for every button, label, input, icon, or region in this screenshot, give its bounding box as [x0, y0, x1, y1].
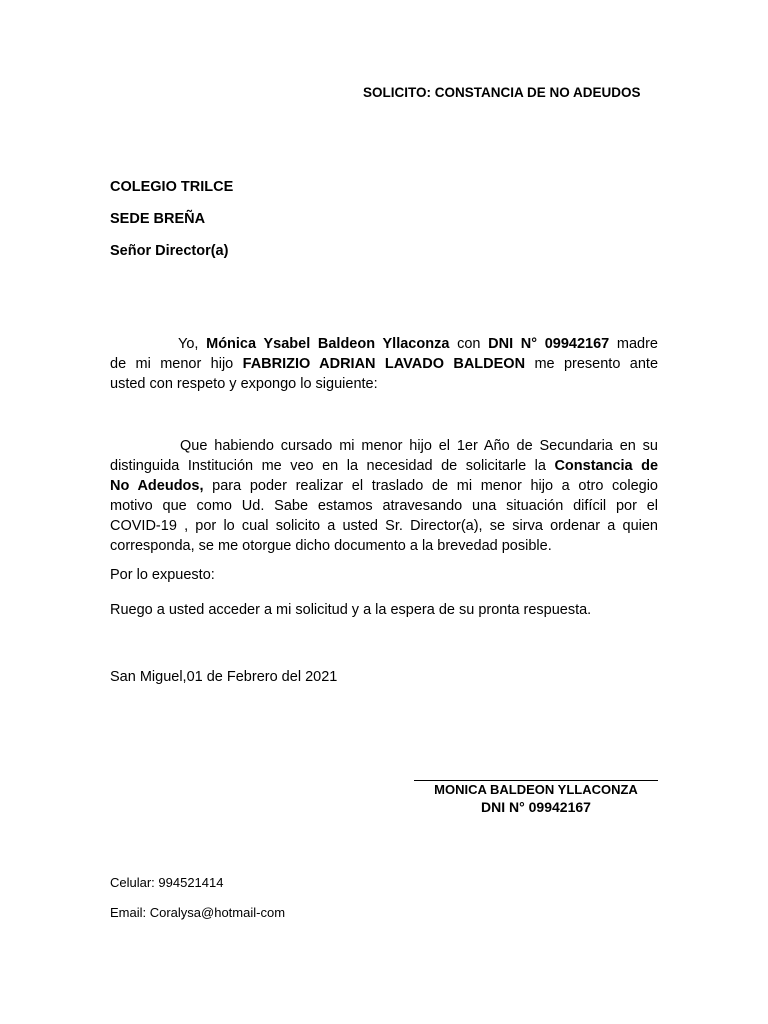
request-line-3-text: para poder realizar el traslado de mi menor hijo a otro colegio — [212, 478, 658, 494]
request-line-2 — [110, 456, 658, 476]
por-lo-expuesto: Por lo expuesto: — [110, 567, 215, 583]
intro-line2-end: me presento ante — [534, 356, 659, 372]
request-line-4: motivo que como Ud. Sabe estamos atravesando una situación difícil por el — [110, 498, 658, 514]
request-constancia: Constancia de — [554, 458, 659, 474]
school-name: COLEGIO TRILCE — [110, 179, 234, 195]
contact-email: Email: Coralysa@hotmail-com — [110, 905, 286, 920]
contact-phone: Celular: 994521414 — [110, 875, 224, 890]
request-line-1-text: Que habiendo cursado mi menor hijo el 1er Año de Secundaria en su — [180, 438, 658, 454]
intro-line-2 — [110, 354, 658, 374]
request-line-2-text: distinguida Institución me veo en la necesidad de solicitarle la — [110, 458, 546, 474]
request-paragraph — [110, 436, 658, 556]
school-branch: SEDE BREÑA — [110, 211, 206, 227]
applicant-dni: DNI N° 09942167 — [488, 336, 610, 352]
signature-line — [414, 780, 658, 781]
request-line-6: corresponda, se me otorgue dicho documento a la brevedad posible. — [110, 538, 552, 554]
request-line-5: COVID-19 , por lo cual solicito a usted Sr. Director(a), se sirva ordenar a quien — [110, 518, 658, 534]
intro-line-3: usted con respeto y expongo lo siguiente: — [110, 376, 378, 392]
place-date: San Miguel,01 de Febrero del 2021 — [110, 669, 338, 685]
applicant-name: Mónica Ysabel Baldeon Yllaconza — [206, 336, 450, 352]
intro-yo: Yo, — [178, 336, 199, 352]
intro-line2-start: de mi menor hijo — [110, 356, 234, 372]
ruego-line: Ruego a usted acceder a mi solicitud y a la espera de su pronta respuesta. — [110, 602, 592, 618]
signature-name: MONICA BALDEON YLLACONZA — [434, 782, 638, 797]
intro-paragraph — [110, 334, 658, 394]
intro-madre: madre — [616, 336, 658, 352]
request-line-1 — [110, 436, 658, 456]
intro-line-1 — [110, 334, 658, 354]
intro-con: con — [457, 336, 481, 352]
salutation: Señor Director(a) — [110, 243, 229, 259]
request-line-3 — [110, 476, 658, 496]
child-name: FABRIZIO ADRIAN LAVADO BALDEON — [242, 356, 526, 372]
subject-line: SOLICITO: CONSTANCIA DE NO ADEUDOS — [363, 85, 641, 100]
signature-dni: DNI N° 09942167 — [481, 799, 591, 815]
request-no-adeudos: No Adeudos, — [110, 478, 204, 494]
